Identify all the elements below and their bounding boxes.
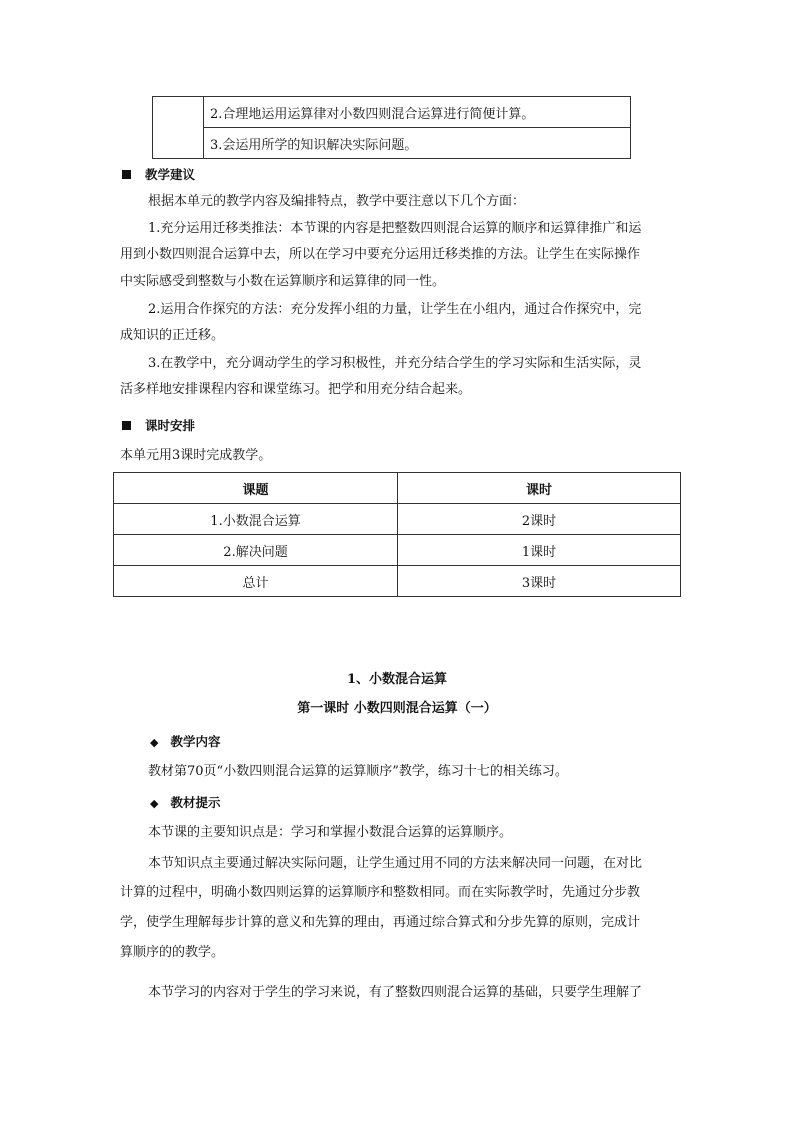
content-heading: ◆ 教学内容	[150, 733, 220, 752]
table-cell: 总计	[114, 566, 398, 597]
paragraph-line: 成知识的正迁移。	[120, 328, 225, 343]
lesson-title: 第一课时 小数四则混合运算（一）	[297, 701, 497, 716]
table-cell: 2课时	[398, 504, 681, 535]
diamond-bullet-icon: ◆	[150, 797, 159, 810]
table-cell: 1.小数混合运算	[114, 504, 398, 535]
paragraph-line: 学，使学生理解每步计算的意义和先算的理由，再通过综合算式和分步先算的原则，完成计	[120, 915, 641, 930]
table-header-row	[114, 473, 681, 504]
paragraph-line: 计算的过程中，明确小数四则运算的运算顺序和整数相同。而在实际教学时，先通过分步教	[120, 885, 641, 900]
unit-title: 1、小数混合运算	[346, 672, 448, 687]
paragraph-line: 中实际感受到整数与小数在运算顺序和运算律的同一性。	[120, 274, 446, 289]
table-row	[114, 535, 681, 566]
paragraph-line: 2.运用合作探究的方法：充分发挥小组的力量，让学生在小组内，通过合作探究中，完	[148, 302, 642, 317]
suggestions-heading: 教学建议	[122, 166, 195, 184]
diamond-bullet-icon: ◆	[150, 736, 159, 749]
table-cell: 2.解决问题	[114, 535, 398, 566]
table-row	[114, 566, 681, 597]
square-bullet-icon	[122, 421, 131, 430]
column-header: 课题	[114, 473, 398, 504]
suggestions-intro: 根据本单元的教学内容及编排特点，教学中要注意以下几个方面：	[148, 194, 526, 209]
table-cell: 2.合理地运用运算律对小数四则混合运算进行简便计算。	[204, 97, 631, 128]
column-header: 课时	[398, 473, 681, 504]
tips-heading: ◆ 教材提示	[150, 794, 220, 813]
table-row	[153, 128, 631, 159]
paragraph-line: 活多样地安排课程内容和课堂练习。把学和用充分结合起来。	[120, 382, 472, 397]
schedule-intro: 本单元用3课时完成教学。	[120, 448, 272, 463]
table-cell: 3课时	[398, 566, 681, 597]
paragraph-line: 3.在教学中，充分调动学生的学习积极性，并充分结合学生的学习实际和生活实际，灵	[148, 356, 642, 371]
paragraph-line: 本节知识点主要通过解决实际问题，让学生通过用不同的方法来解决同一问题，在对比	[148, 856, 643, 871]
table-row	[153, 97, 631, 128]
table-row	[114, 504, 681, 535]
paragraph-line: 本节课的主要知识点是：学习和掌握小数混合运算的运算顺序。	[148, 825, 513, 840]
table-cell: 3.会运用所学的知识解决实际问题。	[204, 128, 631, 159]
paragraph-line: 本节学习的内容对于学生的学习来说，有了整数四则混合运算的基础，只要学生理解了	[148, 985, 643, 1000]
paragraph-line: 1.充分运用迁移类推法：本节课的内容是把整数四则混合运算的顺序和运算律推广和运	[148, 221, 642, 236]
schedule-table	[113, 472, 681, 597]
objectives-table	[152, 96, 631, 159]
schedule-heading: 课时安排	[122, 417, 195, 435]
content-text: 教材第70页“小数四则混合运算的运算顺序”教学，练习十七的相关练习。	[148, 764, 568, 779]
square-bullet-icon	[122, 170, 131, 179]
paragraph-line: 用到小数四则混合运算中去，所以在学习中要充分运用迁移类推的方法。让学生在实际操作	[120, 247, 641, 262]
paragraph-line: 算顺序的的教学。	[120, 945, 225, 960]
table-cell-empty	[153, 97, 204, 159]
table-cell: 1课时	[398, 535, 681, 566]
